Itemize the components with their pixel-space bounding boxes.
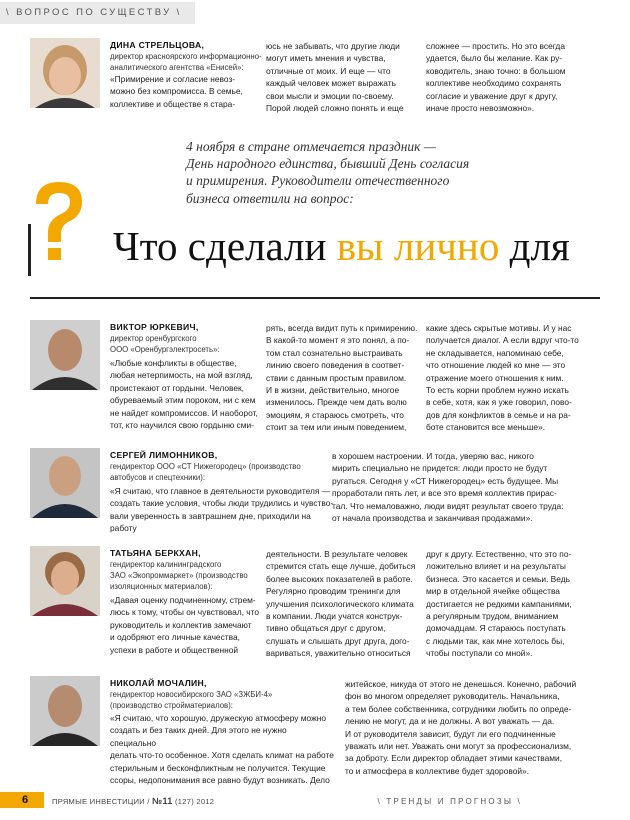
quote-column-1: «Любые конфликты в обществе, любая нетерпимость, на мой взгляд, проистекают от гордыни. Человек, обуреваемый этим пороком, ни с кем не найдет компромиссов. И наоборот, тот, кто научился свою гордыню сми-: [110, 358, 258, 431]
quote-column-2: юсь не забывать, что другие люди могут иметь мнения и чувства, отличные от моих. И еще — что каждый человек может выражать свои мысли и эмоции по-своему. Порой людей сложно понять и еще: [266, 41, 404, 114]
headline-highlight: вы лично: [336, 223, 500, 269]
footer-section-title: \ ТРЕНДЫ И ПРОГНОЗЫ \: [377, 797, 522, 806]
person-role: гендиректор ООО «СТ Нижегородец» (производство автобусов и спецтехники):: [110, 462, 301, 482]
quote-column-1: «Примирение и согласие невоз- можно без компромисса. В семье, коллективе и обществе я стара-: [110, 74, 243, 109]
person-name: СЕРГЕЙ ЛИМОННИКОВ,: [110, 450, 218, 460]
quote-column-1: «Я считаю, что хорошую, дружескую атмосферу можно создать и без таких дней. Для этого не нужно специально делать что-то особенное. Хотя сделать климат на работе стерильным и бесконфликтным не получится. Текущие ссоры, недопонимания все равно будут возникать. Дело: [110, 713, 334, 786]
issue-number: №11: [152, 796, 173, 806]
quote-column-1: «Я считаю, что главное в деятельности руководителя — создать такие условия, чтобы люди трудились и чувство- вали уверенность в завтрашнем дне, приходили на работу: [110, 486, 334, 534]
portrait-tatyana-berkhan: [30, 546, 100, 616]
portrait-dina-streltsova: [30, 38, 100, 108]
quote-column-2: в хорошем настроении. И тогда, уверяю вас, никого мирить специально не придется: люди просто не будут ругаться. Сегодня у «СТ Нижегородец» есть будущее. Мы проработали пять лет, и все это время коллектив прирас- тал. Что немаловажно, люди видят результат своего труда: от начала производства и заканчивая продажами».: [332, 451, 564, 524]
person-role: директор красноярского информационно- аналитического агентства «Енисей»:: [110, 52, 262, 72]
portrait-image: [30, 676, 100, 746]
portrait-sergey-limonnikov: [30, 448, 100, 518]
page-number: 6: [0, 792, 44, 808]
person-name: НИКОЛАЙ МОЧАЛИН,: [110, 678, 207, 688]
issue-tail: (127) 2012: [172, 797, 215, 806]
intro-text: 4 ноября в стране отмечается праздник — День народного единства, бывший День согласия и примирения. Руководители отечественного бизнеса ответили на вопрос:: [186, 139, 470, 206]
page-footer: [0, 792, 630, 820]
portrait-viktor-yurkevich: [30, 320, 100, 390]
quote-column-3: сложнее — простить. Но это всегда удается, было бы желание. Как ру- ководитель, знаю точно: в большом коллективе необходимо сохранять согласие и уважение друг к другу, иначе просто невозможно».: [426, 41, 566, 114]
portrait-image: [30, 320, 100, 390]
section-tag: \ ВОПРОС ПО СУЩЕСТВУ \: [0, 2, 195, 24]
person-role: директор оренбургского ООО «Оренбургэлектросеть»:: [110, 334, 220, 354]
person-name: ТАТЬЯНА БЕРКХАН,: [110, 548, 201, 558]
portrait-image: [30, 448, 100, 518]
quote-column-1: «Давая оценку подчиненному, стрем- люсь к тому, чтобы он чувствовал, что руководитель и коллектив замечают и одобряют его личные качества, успехи в работе и общественной: [110, 595, 260, 655]
question-mark-icon: [28, 176, 90, 276]
magazine-title: [52, 796, 214, 806]
portrait-image: [30, 546, 100, 616]
magazine-name: ПРЯМЫЕ ИНВЕСТИЦИИ /: [52, 797, 153, 806]
person-name: ДИНА СТРЕЛЬЦОВА,: [110, 40, 205, 50]
headline-part2: для: [499, 223, 570, 269]
headline-rule: [30, 297, 600, 299]
quote-column-2: житейское, никуда от этого не денешься. Конечно, рабочий фон во многом определяет руководитель. Начальника, а тем более собственника, сотрудники любить по опреде- лению не могут, да и не должны. А вот уважать — да. И от руководителя зависит, будут ли его подчиненные уважать или нет. Уважать они могут за профессионализм, за доброту. Если директор обладает этими качествами, то и атмосфера в коллективе будет здоровой».: [345, 679, 577, 776]
quote-column-3: какие здесь скрытые мотивы. И у нас получается диалог. А если вдруг что-то не складывается, напоминаю себе, что отношение людей ко мне — это отражение моего отношения к ним. То есть корни проблем нужно искать в себе, хотя, как я уже говорил, пово- дов для конфликтов в семье и на ра- боте становится все меньше».: [426, 323, 579, 433]
portrait-nikolay-mochalin: [30, 676, 100, 746]
person-name: ВИКТОР ЮРКЕВИЧ,: [110, 322, 199, 332]
headline: [113, 222, 570, 270]
headline-part1: Что сделали: [113, 223, 337, 269]
person-role: гендиректор новосибирского ЗАО «ЗЖБИ-4» (производство стройматериалов):: [110, 690, 273, 710]
quote-column-2: деятельности. В результате человек стремится стать еще лучше, добиться более высоких показателей в работе. Регулярно проводим тренинги для улучшения психологического климата в компании. Люди учатся конструк- тивно общаться друг с другом, слушать и слышать друг друга, дого- вариваться, уважительно относиться: [266, 549, 416, 659]
quote-column-2: рять, всегда видит путь к примирению. В какой-то момент я это понял, а по- том стал сознательно выстраивать линию своего поведения в соответ- ствии с данным простым правилом. И в жизни, действительно, многое изменилось. Прежде чем дать волю эмоциям, я стараюсь смотреть, что стоит за тем или иным поведением,: [266, 323, 418, 433]
quote-column-3: друг к другу. Естественно, что это по- ложительно влияет и на результаты бизнеса. Это касается и семьи. Ведь мир в отдельной ячейке общества достигается не редкими кампаниями, а регулярным трудом, вниманием домочадцам. Я стараюсь поступать с людьми так, как мне хотелось бы, чтобы поступали со мной».: [426, 549, 572, 659]
portrait-image: [30, 38, 100, 108]
person-role: гендиректор калининградского ЗАО «Экопроммаркет» (производство изоляционных материалов):: [110, 560, 248, 591]
